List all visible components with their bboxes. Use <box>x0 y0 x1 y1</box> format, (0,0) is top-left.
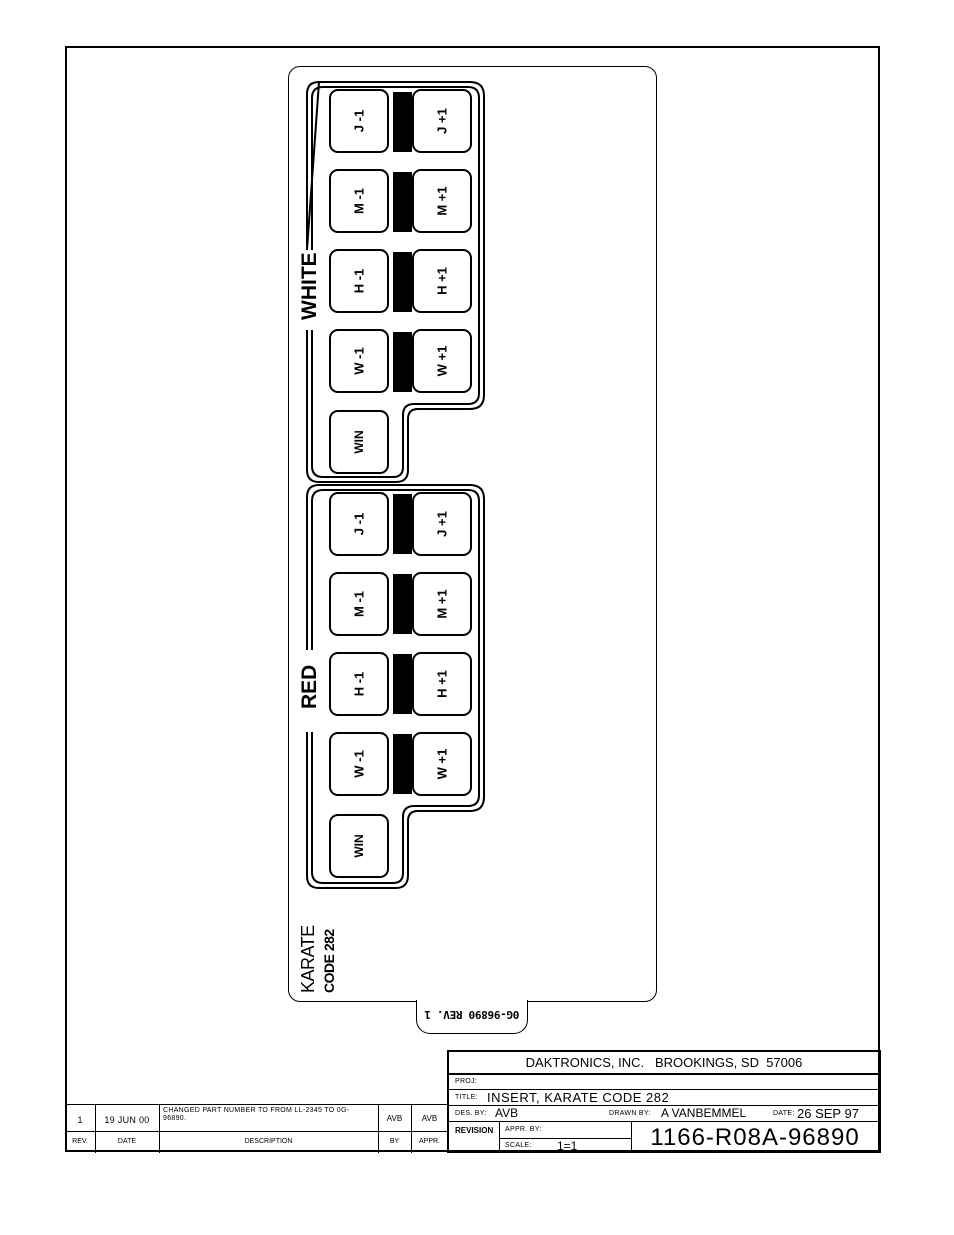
red-j-plus-key[interactable] <box>412 492 472 556</box>
red-w-plus-key[interactable] <box>412 732 472 796</box>
white-group-title: WHITE <box>298 252 321 320</box>
white-win-key[interactable] <box>329 410 389 474</box>
key-label: H -1 <box>351 671 367 697</box>
white-j-plus-key[interactable] <box>412 89 472 153</box>
tab-part-number: 0G-96890 REV. 1 <box>424 1008 520 1021</box>
drawing-number: 1166-R08A-96890 <box>650 1124 860 1151</box>
red-j-minus-key[interactable] <box>329 492 389 556</box>
date-value: 26 SEP 97 <box>797 1106 859 1121</box>
key-label: H +1 <box>434 670 450 698</box>
key-label: W -1 <box>351 750 367 778</box>
scale-label: SCALE: <box>505 1142 532 1149</box>
key-label: J -1 <box>351 512 367 536</box>
key-label: M -1 <box>351 591 367 617</box>
key-label: WIN <box>352 430 366 454</box>
red-w-minus-key[interactable] <box>329 732 389 796</box>
appr-header: APPR. <box>418 1138 440 1145</box>
red-win-key[interactable] <box>329 814 389 878</box>
by-header: BY <box>389 1138 400 1145</box>
company-header: DAKTRONICS, INC. BROOKINGS, SD 57006 <box>525 1055 803 1070</box>
red-h-minus-key[interactable] <box>329 652 389 716</box>
red-m-plus-key[interactable] <box>412 572 472 636</box>
key-label: H +1 <box>434 267 450 295</box>
key-label: J +1 <box>434 108 450 134</box>
rev-number: 1 <box>77 1115 83 1125</box>
product-name: KARATE <box>298 925 318 993</box>
des-by-value: AVB <box>495 1106 519 1120</box>
scale-value: 1=1 <box>557 1139 578 1153</box>
white-m-minus-key[interactable] <box>329 169 389 233</box>
description-header: DESCRIPTION <box>244 1138 293 1145</box>
key-label: M +1 <box>434 589 450 619</box>
key-label: W +1 <box>434 345 450 377</box>
date-header: DATE <box>117 1138 137 1145</box>
drawn-by-label: DRAWN BY: <box>609 1110 651 1117</box>
rev-date: 19 JUN 00 <box>104 1115 150 1125</box>
des-by-label: DES. BY: <box>455 1110 487 1117</box>
product-code: CODE 282 <box>321 929 337 993</box>
key-label: J +1 <box>434 511 450 537</box>
rev-description: CHANGED PART NUMBER TO FROM LL-2345 TO 0G-96890. <box>163 1107 350 1122</box>
key-label: W +1 <box>434 748 450 780</box>
key-label: J -1 <box>351 109 367 133</box>
title-value: INSERT, KARATE CODE 282 <box>487 1090 670 1105</box>
key-label: M +1 <box>434 186 450 216</box>
red-m-minus-key[interactable] <box>329 572 389 636</box>
appr-by-label: APPR. BY: <box>505 1126 542 1133</box>
white-m-plus-key[interactable] <box>412 169 472 233</box>
rev-header: REV. <box>72 1138 88 1145</box>
rev-by: AVB <box>386 1114 403 1123</box>
revision-label: REVISION <box>455 1126 494 1135</box>
key-label: W -1 <box>351 347 367 375</box>
red-h-plus-key[interactable] <box>412 652 472 716</box>
key-label: M -1 <box>351 188 367 214</box>
red-group-title: RED <box>298 664 321 709</box>
white-w-minus-key[interactable] <box>329 329 389 393</box>
rev-appr: AVB <box>421 1114 438 1123</box>
white-h-minus-key[interactable] <box>329 249 389 313</box>
white-h-plus-key[interactable] <box>412 249 472 313</box>
white-j-minus-key[interactable] <box>329 89 389 153</box>
white-w-plus-key[interactable] <box>412 329 472 393</box>
drawn-by-value: A VANBEMMEL <box>661 1106 747 1120</box>
date-label: DATE: <box>773 1110 795 1117</box>
proj-label: PROJ: <box>455 1078 478 1085</box>
key-label: H -1 <box>351 268 367 294</box>
title-label: TITLE: <box>455 1094 478 1101</box>
key-label: WIN <box>352 834 366 858</box>
